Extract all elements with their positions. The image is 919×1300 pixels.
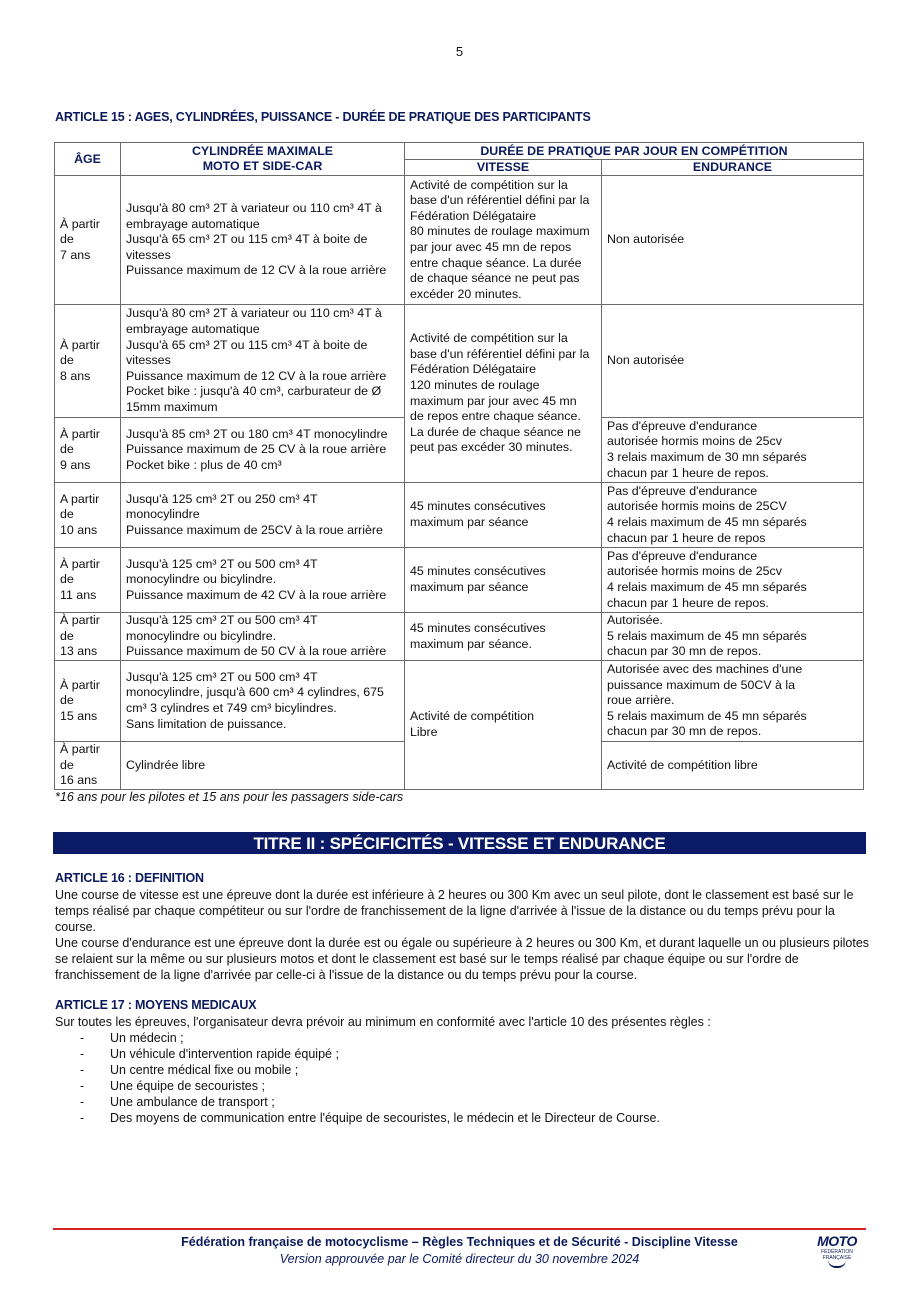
cylindree-cell: Jusqu'à 125 cm³ 2T ou 250 cm³ 4T monocylindre Puissance maximum de 25CV à la roue arrière: [121, 483, 405, 548]
table-row: [55, 661, 864, 742]
footer-divider: [53, 1228, 866, 1230]
vitesse-cell: 45 minutes consécutives maximum par séance.: [405, 613, 602, 661]
vitesse-cell: Activité de compétition Libre: [405, 661, 602, 790]
table-row: [55, 305, 864, 418]
age-cell: À partir de 13 ans: [55, 613, 121, 661]
vitesse-cell: Activité de compétition sur la base d'un référentiel défini par la Fédération Délégataire 80 minutes de roulage maximum par jour avec 45 mn de repos entre chaque séance. La durée de chaque séance ne peut pas excéder 20 minutes.: [405, 176, 602, 305]
footer-version-line: Version approuvée par le Comité directeur du 30 novembre 2024: [279, 1252, 640, 1266]
age-cell: À partir de 8 ans: [55, 305, 121, 418]
endurance-cell: Activité de compétition libre: [602, 742, 864, 790]
age-cell: À partir de 15 ans: [55, 661, 121, 742]
medical-means-list: [80, 1030, 660, 1126]
vitesse-cell: 45 minutes consécutives maximum par séance: [405, 548, 602, 613]
cylindree-cell: Jusqu'à 80 cm³ 2T à variateur ou 110 cm³ 4T à embrayage automatique Jusqu'à 65 cm³ 2T ou 115 cm³ 4T à boite de vitesses Puissance maximum de 12 CV à la roue arrière Pocket bike : jusqu'à 40 cm³, carburateur de Ø 15mm maximum: [121, 305, 405, 418]
endurance-cell: Pas d'épreuve d'endurance autorisée hormis moins de 25CV 4 relais maximum de 45 mn séparés chacun par 1 heure de repos: [602, 483, 864, 548]
cylindree-cell: Cylindrée libre: [121, 742, 405, 790]
footer-federation-line: Fédération française de motocyclisme – Règles Techniques et de Sécurité - Discipline Vitesse: [181, 1235, 738, 1249]
age-cell: À partir de 9 ans: [55, 418, 121, 483]
table-row: [55, 613, 864, 661]
endurance-cell: Non autorisée: [602, 176, 864, 305]
endurance-cell: Pas d'épreuve d'endurance autorisée hormis moins de 25cv 3 relais maximum de 30 mn séparés chacun par 1 heure de repos.: [602, 418, 864, 483]
header-endurance: ENDURANCE: [602, 160, 864, 176]
article-17-heading: ARTICLE 17 : MOYENS MEDICAUX: [55, 998, 257, 1012]
header-age: ÂGE: [55, 143, 121, 176]
endurance-cell: Autorisée. 5 relais maximum de 45 mn séparés chacun par 30 mn de repos.: [602, 613, 864, 661]
list-item: - Un centre médical fixe ou mobile ;: [80, 1062, 660, 1078]
cylindree-cell: Jusqu'à 125 cm³ 2T ou 500 cm³ 4T monocylindre ou bicylindre. Puissance maximum de 50 CV à la roue arrière: [121, 613, 405, 661]
list-item: - Une ambulance de transport ;: [80, 1094, 660, 1110]
endurance-cell: Non autorisée: [602, 305, 864, 418]
article-17-intro: Sur toutes les épreuves, l'organisateur devra prévoir au minimum en conformité avec l'article 10 des présentes règles :: [55, 1015, 711, 1029]
endurance-cell: Autorisée avec des machines d'une puissance maximum de 50CV à la roue arrière. 5 relais maximum de 45 mn séparés chacun par 30 mn de repos.: [602, 661, 864, 742]
cylindree-cell: Jusqu'à 85 cm³ 2T ou 180 cm³ 4T monocylindre Puissance maximum de 25 CV à la roue arrière Pocket bike : plus de 40 cm³: [121, 418, 405, 483]
logo-swoosh-icon: [828, 1260, 846, 1268]
title-ii-banner: TITRE II : SPÉCIFICITÉS - VITESSE ET ENDURANCE: [53, 832, 866, 854]
list-item: - Un médecin ;: [80, 1030, 660, 1046]
article-16-paragraph-endurance: Une course d'endurance est une épreuve dont la durée est ou égale ou supérieure à 2 heures ou 300 Km, et durant laquelle un ou plusieurs pilotes se relaient sur la même ou sur plusieurs motos et dont le classement est basé sur le temps réalisé par chaque équipe ou sur l'ordre de franchissement de la ligne d'arrivée par celle-ci à l'issue de la distance ou du temps prévu pour la course.: [55, 936, 870, 982]
header-duree: DURÉE DE PRATIQUE PAR JOUR EN COMPÉTITION: [405, 143, 864, 160]
table-row: [55, 548, 864, 613]
vitesse-cell: 45 minutes consécutives maximum par séance: [405, 483, 602, 548]
list-item: - Une équipe de secouristes ;: [80, 1078, 660, 1094]
logo-text: MOTO: [817, 1233, 857, 1249]
endurance-cell: Pas d'épreuve d'endurance autorisée hormis moins de 25cv 4 relais maximum de 45 mn séparés chacun par 1 heure de repos.: [602, 548, 864, 613]
cylindree-cell: Jusqu'à 125 cm³ 2T ou 500 cm³ 4T monocylindre, jusqu'à 600 cm³ 4 cylindres, 675 cm³ 3 cylindres et 749 cm³ bicylindres. Sans limitation de puissance.: [121, 661, 405, 742]
ffm-logo: [814, 1233, 860, 1269]
age-cell: À partir de 7 ans: [55, 176, 121, 305]
header-vitesse: VITESSE: [405, 160, 602, 176]
page-number: 5: [455, 44, 464, 59]
table-row: [55, 176, 864, 305]
logo-subtext: FÉDÉRATION FRANÇAISE: [821, 1249, 853, 1261]
table-footnote: *16 ans pour les pilotes et 15 ans pour les passagers side-cars: [55, 790, 404, 804]
list-item: - Un véhicule d'intervention rapide équipé ;: [80, 1046, 660, 1062]
list-item: - Des moyens de communication entre l'équipe de secouristes, le médecin et le Directeur de Course.: [80, 1110, 660, 1126]
header-cylindree: CYLINDRÉE MAXIMALE MOTO ET SIDE-CAR: [121, 143, 405, 176]
age-cell: A partir de 10 ans: [55, 483, 121, 548]
article-16-paragraph-vitesse: Une course de vitesse est une épreuve dont la durée est inférieure à 2 heures ou 300 Km avec un seul pilote, dont le classement est basé sur le temps réalisé par chaque compétiteur ou sur l'ordre de franchissement de la ligne d'arrivée à l'issue de la distance ou du temps prévu pour la course.: [55, 888, 854, 934]
vitesse-cell: Activité de compétition sur la base d'un référentiel défini par la Fédération Délégataire 120 minutes de roulage maximum par jour avec 45 mn de repos entre chaque séance. La durée de chaque séance ne peut pas excéder 30 minutes.: [405, 305, 602, 483]
age-cell: À partir de 16 ans: [55, 742, 121, 790]
article-16-heading: ARTICLE 16 : DEFINITION: [55, 871, 204, 885]
article-15-heading: ARTICLE 15 : AGES, CYLINDRÉES, PUISSANCE - DURÉE DE PRATIQUE DES PARTICIPANTS: [55, 110, 591, 124]
cylindree-cell: Jusqu'à 80 cm³ 2T à variateur ou 110 cm³ 4T à embrayage automatique Jusqu'à 65 cm³ 2T ou 115 cm³ 4T à boite de vitesses Puissance maximum de 12 CV à la roue arrière: [121, 176, 405, 305]
cylindree-cell: Jusqu'à 125 cm³ 2T ou 500 cm³ 4T monocylindre ou bicylindre. Puissance maximum de 42 CV à la roue arrière: [121, 548, 405, 613]
age-cell: À partir de 11 ans: [55, 548, 121, 613]
age-cylinder-table: [54, 142, 864, 790]
table-row: [55, 483, 864, 548]
